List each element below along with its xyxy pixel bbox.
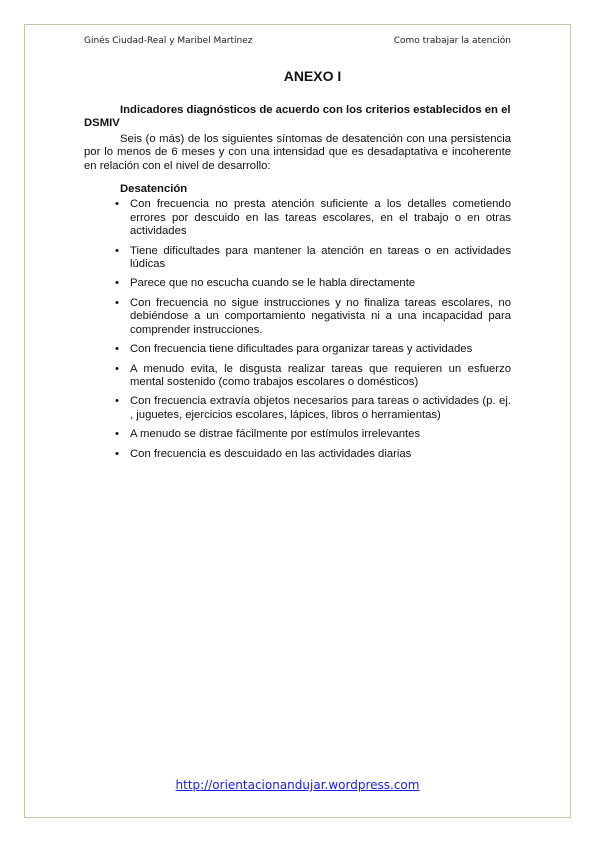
list-item-text: Con frecuencia no presta atención suficiente a los detalles cometiendo errores por descuido en las tareas escolares, en el trabajo o en otras actividades bbox=[130, 198, 511, 238]
bullet-icon: • bbox=[115, 428, 119, 441]
header-authors: Ginés Ciudad-Real y Maribel Martínez bbox=[84, 36, 253, 46]
bullet-icon: • bbox=[115, 296, 119, 309]
bullet-icon: • bbox=[115, 343, 119, 356]
list-item bbox=[84, 245, 511, 272]
list-item-text: Con frecuencia no sigue instrucciones y no finaliza tareas escolares, no debiéndose a un comportamiento negativista ni a una incapacidad para comprender instrucciones. bbox=[130, 296, 511, 336]
bullet-icon: • bbox=[115, 244, 119, 257]
list-item-text: Con frecuencia extravía objetos necesarios para tareas o actividades (p. ej. , juguetes, ejercicios escolares, lápices, libros o herramientas) bbox=[130, 395, 511, 421]
list-item bbox=[84, 198, 511, 238]
section-heading: Desatención bbox=[120, 183, 188, 196]
list-item bbox=[84, 343, 511, 356]
bullet-icon: • bbox=[115, 395, 119, 408]
list-item-text: Tiene dificultades para mantener la atención en tareas o en actividades lúdicas bbox=[130, 244, 511, 271]
list-item-text: A menudo se distrae fácilmente por estímulos irrelevantes bbox=[130, 428, 421, 441]
list-item-text: Parece que no escucha cuando se le habla directamente bbox=[130, 277, 416, 290]
list-item bbox=[84, 448, 511, 461]
symptom-list bbox=[84, 198, 511, 461]
list-item bbox=[84, 395, 511, 422]
list-item bbox=[84, 297, 511, 337]
header-document-title: Como trabajar la atención bbox=[393, 36, 511, 46]
list-item bbox=[84, 363, 511, 390]
footer-link[interactable]: http://orientacionandujar.wordpress.com bbox=[175, 778, 420, 792]
annex-title: ANEXO I bbox=[283, 68, 342, 84]
bullet-icon: • bbox=[115, 447, 119, 460]
intro-paragraph: Seis (o más) de los siguientes síntomas de desatención con una persistencia por lo menos de 6 meses y con una intensidad que es desadaptativa e incoherente en relación con el nivel de desarrollo: bbox=[84, 132, 511, 172]
list-item bbox=[84, 277, 511, 290]
bullet-icon: • bbox=[115, 198, 119, 211]
subtitle: Indicadores diagnósticos de acuerdo con los criterios establecidos en el DSMIV bbox=[84, 104, 511, 130]
list-item-text: A menudo evita, le disgusta realizar tareas que requieren un esfuerzo mental sostenido (como trabajos escolares o domésticos) bbox=[130, 362, 511, 388]
main-content bbox=[84, 104, 511, 467]
list-item-text: Con frecuencia es descuidado en las actividades diarias bbox=[130, 447, 412, 460]
bullet-icon: • bbox=[115, 277, 119, 290]
list-item bbox=[84, 428, 511, 441]
list-item-text: Con frecuencia tiene dificultades para organizar tareas y actividades bbox=[130, 343, 473, 356]
bullet-icon: • bbox=[115, 362, 119, 375]
